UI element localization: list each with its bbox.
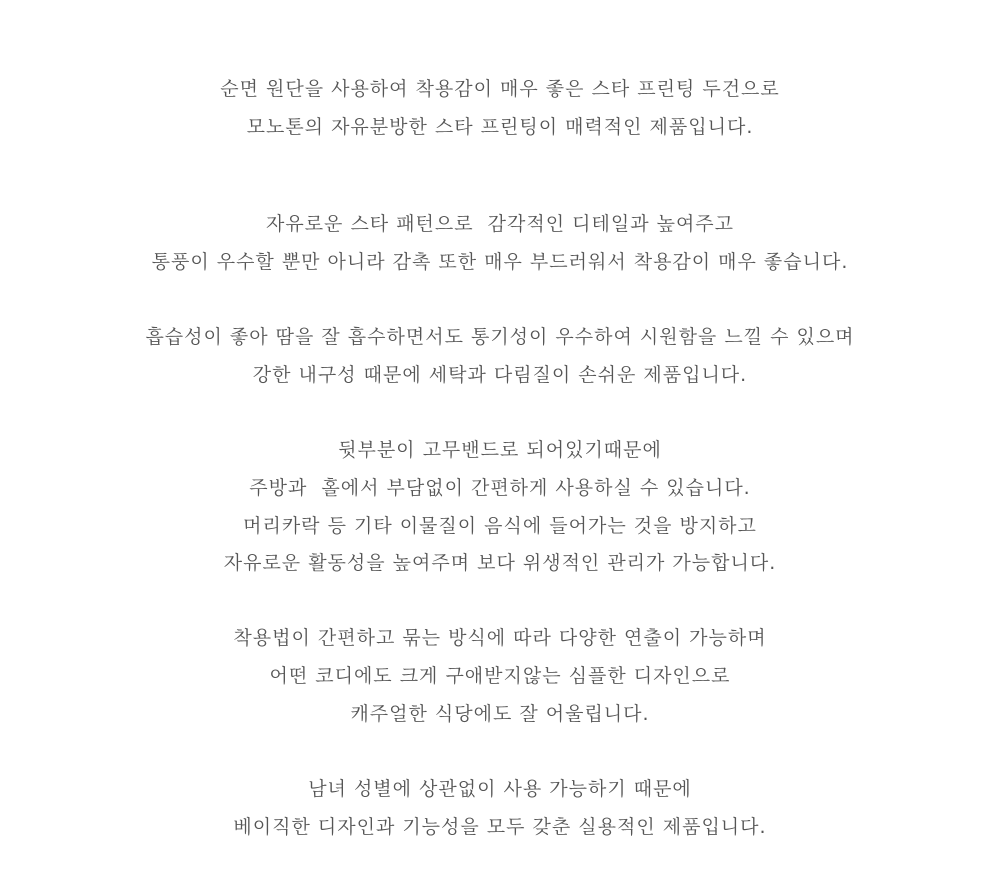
description-line: 자유로운 활동성을 높여주며 보다 위생적인 관리가 가능합니다. (223, 552, 777, 574)
description-line: 순면 원단을 사용하여 착용감이 매우 좋은 스타 프린팅 두건으로 (220, 78, 780, 100)
description-line: 주방과 홀에서 부담없이 간편하게 사용하실 수 있습니다. (249, 477, 751, 499)
description-line: 어떤 코디에도 크게 구애받지않는 심플한 디자인으로 (269, 665, 731, 687)
description-line: 캐주얼한 식당에도 잘 어울립니다. (350, 703, 650, 725)
description-line: 남녀 성별에 상관없이 사용 가능하기 때문에 (308, 778, 692, 800)
description-line: 자유로운 스타 패턴으로 감각적인 디테일과 높여주고 (265, 213, 735, 235)
description-line: 모노톤의 자유분방한 스타 프린팅이 매력적인 제품입니다. (246, 116, 754, 138)
description-line: 흡습성이 좋아 땀을 잘 흡수하면서도 통기성이 우수하여 시원함을 느낄 수 있으며 (145, 326, 855, 348)
description-line: 머리카락 등 기타 이물질이 음식에 들어가는 것을 방지하고 (243, 515, 757, 537)
description-line: 강한 내구성 때문에 세탁과 다림질이 손쉬운 제품입니다. (252, 364, 748, 386)
description-line: 통풍이 우수할 뿐만 아니라 감촉 또한 매우 부드러워서 착용감이 매우 좋습니다. (151, 251, 849, 273)
description-line: 베이직한 디자인과 기능성을 모두 갖춘 실용적인 제품입니다. (233, 816, 767, 838)
description-line: 뒷부분이 고무밴드로 되어있기때문에 (338, 439, 662, 461)
description-line: 착용법이 간편하고 묶는 방식에 따라 다양한 연출이 가능하며 (233, 627, 767, 649)
